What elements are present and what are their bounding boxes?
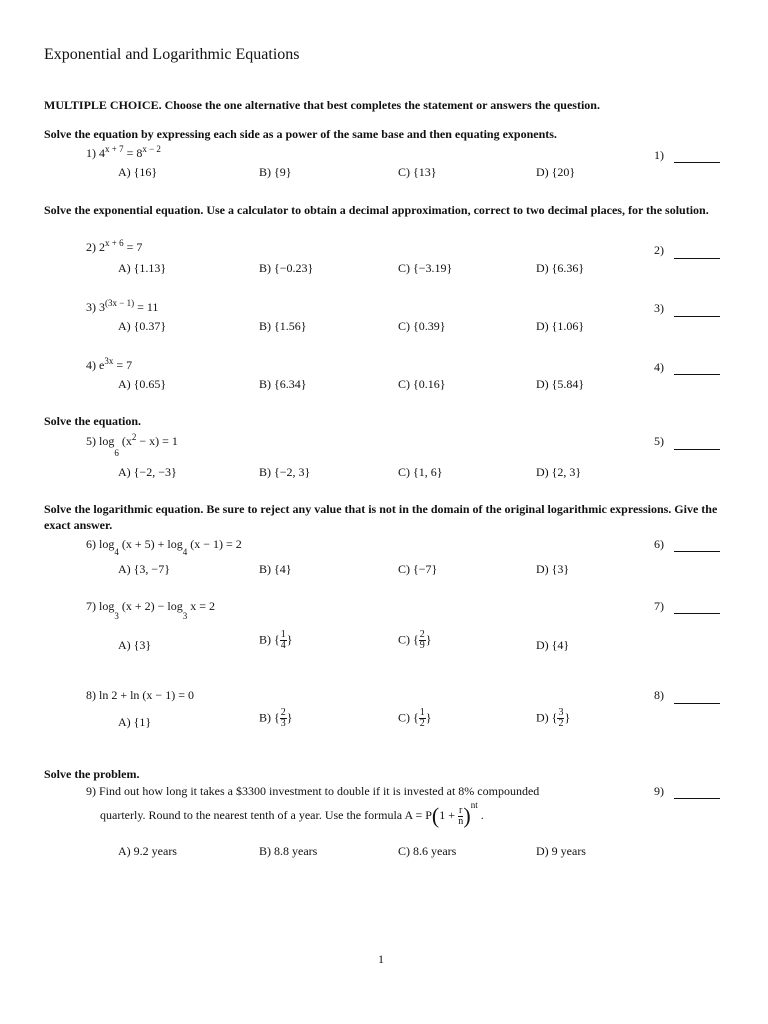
question-9-continued: quarterly. Round to the nearest tenth of a year. Use the formula A = P(1 + $\frac{r}{n}$ )$^{nt}$ . [100, 799, 484, 828]
answer-blank-3[interactable] [674, 316, 720, 317]
answer-blank-7[interactable] [674, 613, 720, 614]
answer-label-7: 7) [654, 599, 664, 613]
q3-option-b[interactable]: B) {1.56} [259, 319, 307, 333]
q3-option-a[interactable]: A) {0.37} [118, 319, 167, 333]
answer-blank-1[interactable] [674, 162, 720, 163]
q4-option-c[interactable]: C) {0.16} [398, 377, 446, 391]
question-3: 3) $3^{(3x - 1)} = 11$ [86, 298, 159, 314]
page-title: Exponential and Logarithmic Equations [44, 46, 300, 63]
q7-option-b[interactable]: B) { $\frac{1}{4}$ } [259, 629, 293, 651]
answer-blank-8[interactable] [674, 703, 720, 704]
q1-option-a[interactable]: A) {16} [118, 165, 158, 179]
q6-option-b[interactable]: B) {4} [259, 562, 292, 576]
q8-option-a[interactable]: A) {1} [118, 715, 152, 729]
q4-option-d[interactable]: D) {5.84} [536, 377, 585, 391]
q2-option-b[interactable]: B) {−0.23} [259, 261, 314, 275]
q6-option-d[interactable]: D) {3} [536, 562, 570, 576]
q8-option-c[interactable]: C) { $\frac{1}{2}$ } [398, 707, 432, 729]
answer-label-9: 9) [654, 784, 664, 798]
answer-blank-9[interactable] [674, 798, 720, 799]
section-instruction-2: Solve the exponential equation. Use a calculator to obtain a decimal approximation, correct to two decimal places, for the solution. [44, 203, 709, 217]
q5-option-a[interactable]: A) {−2, −3} [118, 465, 177, 479]
q7-option-d[interactable]: D) {4} [536, 638, 570, 652]
section-instruction-3: Solve the equation. [44, 414, 142, 428]
question-1: 1) $4^{x + 7} = 8^{x - 2}$ [86, 144, 161, 160]
q9-option-d[interactable]: D) 9 years [536, 844, 586, 858]
page-number: 1 [378, 952, 384, 966]
section-instruction-4: Solve the logarithmic equation. Be sure to reject any value that is not in the domain of the original logarithmic expressions. Give the exact answer. [44, 502, 718, 532]
q1-option-c[interactable]: C) {13} [398, 165, 437, 179]
q2-option-a[interactable]: A) {1.13} [118, 261, 167, 275]
answer-label-6: 6) [654, 537, 664, 551]
q1-option-b[interactable]: B) {9} [259, 165, 292, 179]
q5-option-b[interactable]: B) {−2, 3} [259, 465, 311, 479]
q8-option-d[interactable]: D) { $\frac{3}{2}$ } [536, 707, 571, 729]
q5-option-d[interactable]: D) {2, 3} [536, 465, 582, 479]
answer-label-3: 3) [654, 301, 664, 315]
answer-label-5: 5) [654, 434, 664, 448]
q9-option-c[interactable]: C) 8.6 years [398, 844, 457, 858]
answer-label-4: 4) [654, 360, 664, 374]
question-7: 7) $\log_3 (x + 2) - \log_3 x = 2$ [86, 599, 215, 622]
answer-blank-2[interactable] [674, 258, 720, 259]
question-2: 2) $2^{x + 6} = 7$ [86, 238, 143, 254]
section-instruction-5: Solve the problem. [44, 767, 140, 781]
q3-option-c[interactable]: C) {0.39} [398, 319, 446, 333]
q6-option-c[interactable]: C) {−7} [398, 562, 438, 576]
answer-blank-5[interactable] [674, 449, 720, 450]
answer-label-8: 8) [654, 688, 664, 702]
q4-option-a[interactable]: A) {0.65} [118, 377, 167, 391]
q3-option-d[interactable]: D) {1.06} [536, 319, 585, 333]
q2-option-c[interactable]: C) {−3.19} [398, 261, 453, 275]
q6-option-a[interactable]: A) {3, −7} [118, 562, 170, 576]
question-4: 4) $e^{3x} = 7$ [86, 356, 133, 372]
question-8: 8) ln 2 + ln (x − 1) = 0 [86, 688, 194, 702]
answer-blank-4[interactable] [674, 374, 720, 375]
q7-option-c[interactable]: C) { $\frac{2}{9}$ } [398, 629, 432, 651]
question-9: 9) Find out how long it takes a $3300 investment to double if it is invested at 8% compounded [86, 784, 540, 798]
q9-option-b[interactable]: B) 8.8 years [259, 844, 318, 858]
question-5: 5) $\log_6 (x^2 - x) = 1$ [86, 432, 178, 459]
q9-option-a[interactable]: A) 9.2 years [118, 844, 177, 858]
q5-option-c[interactable]: C) {1, 6} [398, 465, 443, 479]
answer-label-2: 2) [654, 243, 664, 257]
q7-option-a[interactable]: A) {3} [118, 638, 152, 652]
q8-option-b[interactable]: B) { $\frac{2}{3}$ } [259, 707, 293, 729]
answer-blank-6[interactable] [674, 551, 720, 552]
question-6: 6) $\log_4 (x + 5) + \log_4 (x - 1) = 2$ [86, 537, 242, 558]
answer-label-1: 1) [654, 148, 664, 162]
q2-option-d[interactable]: D) {6.36} [536, 261, 585, 275]
q4-option-b[interactable]: B) {6.34} [259, 377, 307, 391]
header-instruction: MULTIPLE CHOICE. Choose the one alternative that best completes the statement or answers the question. [44, 98, 600, 112]
q1-option-d[interactable]: D) {20} [536, 165, 576, 179]
section-instruction-1: Solve the equation by expressing each side as a power of the same base and then equating exponents. [44, 127, 557, 141]
